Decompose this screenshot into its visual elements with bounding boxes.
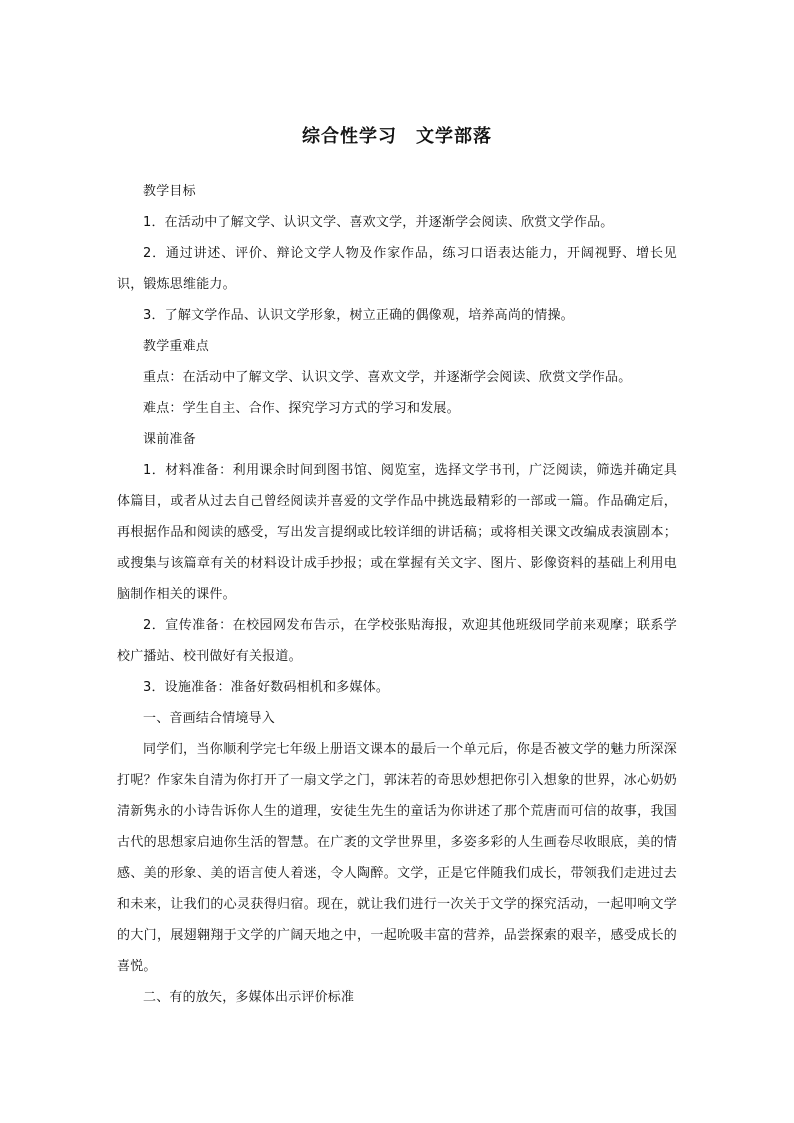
document-body [117, 176, 677, 1013]
section-heading-criteria: 二、有的放矢，多媒体出示评价标准 [143, 990, 355, 1005]
difficult-point: 难点：学生自主、合作、探究学习方式的学习和发展。 [143, 401, 460, 416]
section-heading-key-points: 教学重难点 [143, 339, 210, 354]
intro-paragraph: 同学们，当你顺利学完七年级上册语文课本的最后一个单元后，你是否被文学的魅力所深深打呢？作家朱自清为你打开了一扇文学之门，郭沫若的奇思妙想把你引入想象的世界，冰心奶奶清新隽永的小诗告诉你人生的道理，安徒生先生的童话为你讲述了那个荒唐而可信的故事，我国古代的思想家启迪你生活的智慧。在广袤的文学世界里，多姿多彩的人生画卷尽收眼底，美的情感、美的形象、美的语言使人着迷，令人陶醉。文学，正是它伴随我们成长，带领我们走进过去和未来，让我们的心灵获得归宿。现在，就让我们进行一次关于文学的探究活动，一起叩响文学的大门，展翅翱翔于文学的广阔天地之中，一起吮吸丰富的营养，品尝探索的艰辛，感受成长的喜悦。 [117, 742, 677, 974]
preparation-item-3: 3．设施准备：准备好数码相机和多媒体。 [143, 680, 390, 695]
preparation-item-2: 2．宣传准备：在校园网发布告示，在学校张贴海报，欢迎其他班级同学前来观摩；联系学校广播站、校刊做好有关报道。 [117, 618, 677, 664]
section-heading-preparation: 课前准备 [143, 432, 196, 447]
objective-item-2: 2．通过讲述、评价、辩论文学人物及作家作品，练习口语表达能力，开阔视野、增长见识，锻炼思维能力。 [117, 246, 677, 292]
preparation-item-1: 1．材料准备：利用课余时间到图书馆、阅览室，选择文学书刊，广泛阅读，筛选并确定具体篇目，或者从过去自己曾经阅读并喜爱的文学作品中挑选最精彩的一部或一篇。作品确定后，再根据作品和阅读的感受，写出发言提纲或比较详细的讲话稿；或将相关课文改编成表演剧本；或搜集与该篇章有关的材料设计成手抄报；或在掌握有关文字、图片、影像资料的基础上利用电脑制作相关的课件。 [117, 463, 677, 602]
section-heading-intro: 一、音画结合情境导入 [143, 711, 276, 726]
objective-item-1: 1．在活动中了解文学、认识文学、喜欢文学，并逐渐学会阅读、欣赏文学作品。 [143, 215, 614, 230]
objective-item-3: 3．了解文学作品、认识文学形象，树立正确的偶像观，培养高尚的情操。 [143, 308, 574, 323]
section-heading-objectives: 教学目标 [143, 184, 196, 199]
key-point: 重点：在活动中了解文学、认识文学、喜欢文学，并逐渐学会阅读、欣赏文学作品。 [143, 370, 632, 385]
document-title: 综合性学习 文学部落 [302, 126, 492, 147]
